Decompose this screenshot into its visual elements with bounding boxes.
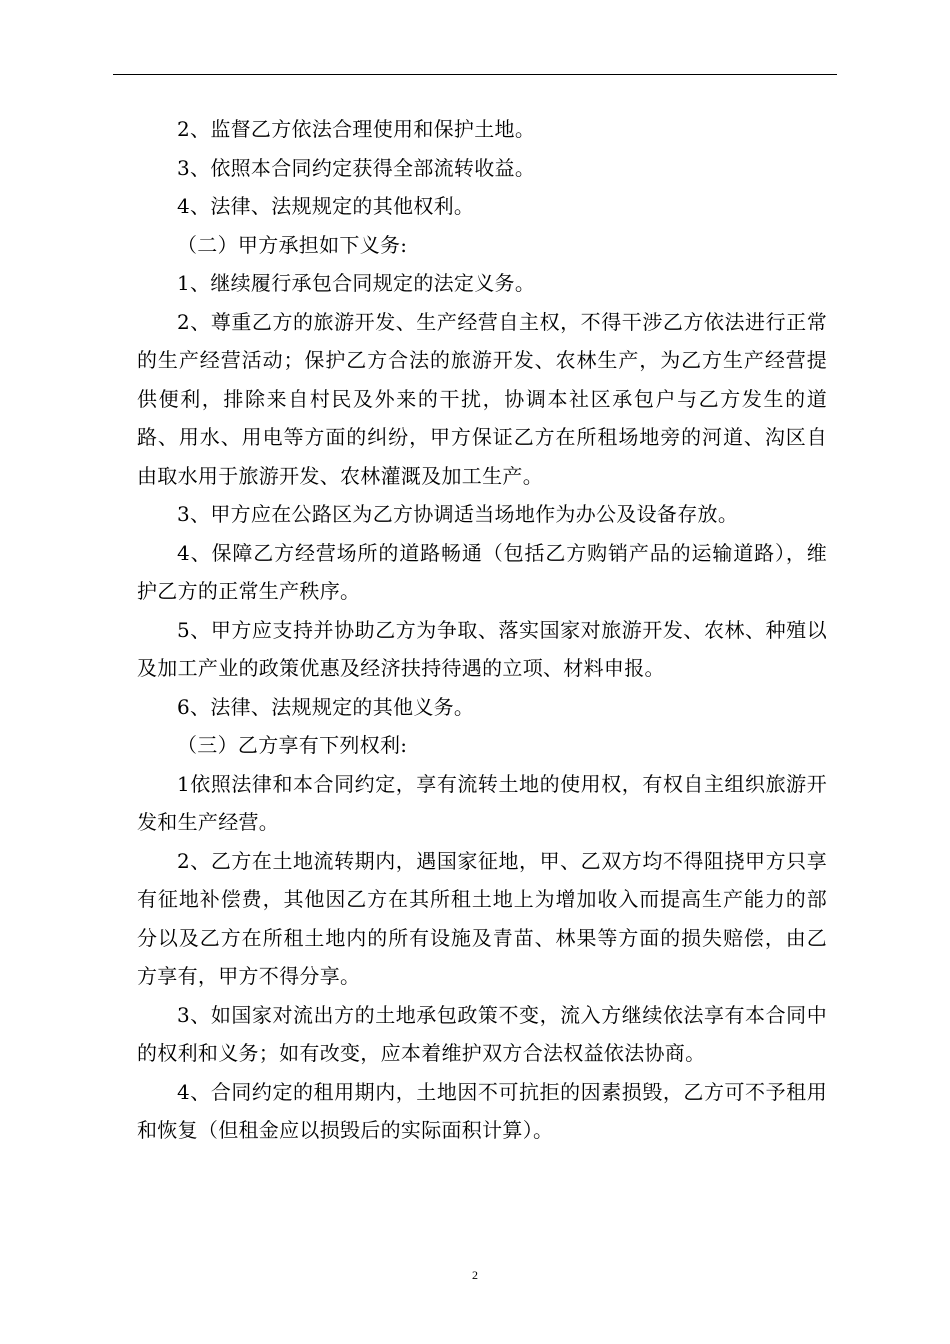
paragraph-1: 2、监督乙方依法合理使用和保护土地。	[177, 117, 536, 141]
paragraph-5: 1、继续履行承包合同规定的法定义务。	[177, 271, 536, 295]
header-rule	[113, 74, 837, 75]
paragraph-10: 6、法律、法规规定的其他义务。	[177, 694, 475, 719]
paragraph-15: 4、合同约定的租用期内，土地因不可抗拒的因素损毁，乙方可不予租用和恢复（但租金应以损毁后的实际面积计算）。	[137, 1079, 827, 1142]
paragraph-2: 3、依照本合同约定获得全部流转收益。	[177, 155, 536, 180]
paragraph-9: 5、甲方应支持并协助乙方为争取、落实国家对旅游开发、农林、种殖以及加工产业的政策优惠及经济扶持待遇的立项、材料申报。	[137, 617, 827, 680]
paragraph-14: 3、如国家对流出方的土地承包政策不变，流入方继续依法享有本合同中的权利和义务；如有改变，应本着维护双方合法权益依法协商。	[137, 1002, 827, 1065]
page-number: 2	[472, 1268, 478, 1282]
paragraph-8: 4、保障乙方经营场所的道路畅通（包括乙方购销产品的运输道路），维护乙方的正常生产秩序。	[137, 540, 827, 603]
paragraph-12: 1依照法律和本合同约定，享有流转土地的使用权，有权自主组织旅游开发和生产经营。	[137, 771, 827, 834]
paragraph-7: 3、甲方应在公路区为乙方协调适当场地作为办公及设备存放。	[177, 502, 739, 526]
section-heading-3: （三）乙方享有下列权利:	[177, 733, 408, 757]
section-heading-2: （二）甲方承担如下义务:	[177, 232, 408, 257]
paragraph-6: 2、尊重乙方的旅游开发、生产经营自主权，不得干涉乙方依法进行正常的生产经营活动；保护乙方合法的旅游开发、农林生产，为乙方生产经营提供便利，排除来自村民及外来的干扰，协调本社区承包户与乙方发生的道路、用水、用电等方面的纠纷，甲方保证乙方在所租场地旁的河道、沟区自由取水用于旅游开发、农林灌溉及加工生产。	[137, 309, 827, 488]
document-body	[137, 110, 827, 1150]
paragraph-13: 2、乙方在土地流转期内，遇国家征地，甲、乙双方均不得阻挠甲方只享有征地补偿费，其他因乙方在其所租土地上为增加收入而提高生产能力的部分以及乙方在所租土地内的所有设施及青苗、林果等方面的损失赔偿，由乙方享有，甲方不得分享。	[137, 848, 827, 988]
paragraph-3: 4、法律、法规规定的其他权利。	[177, 194, 475, 218]
